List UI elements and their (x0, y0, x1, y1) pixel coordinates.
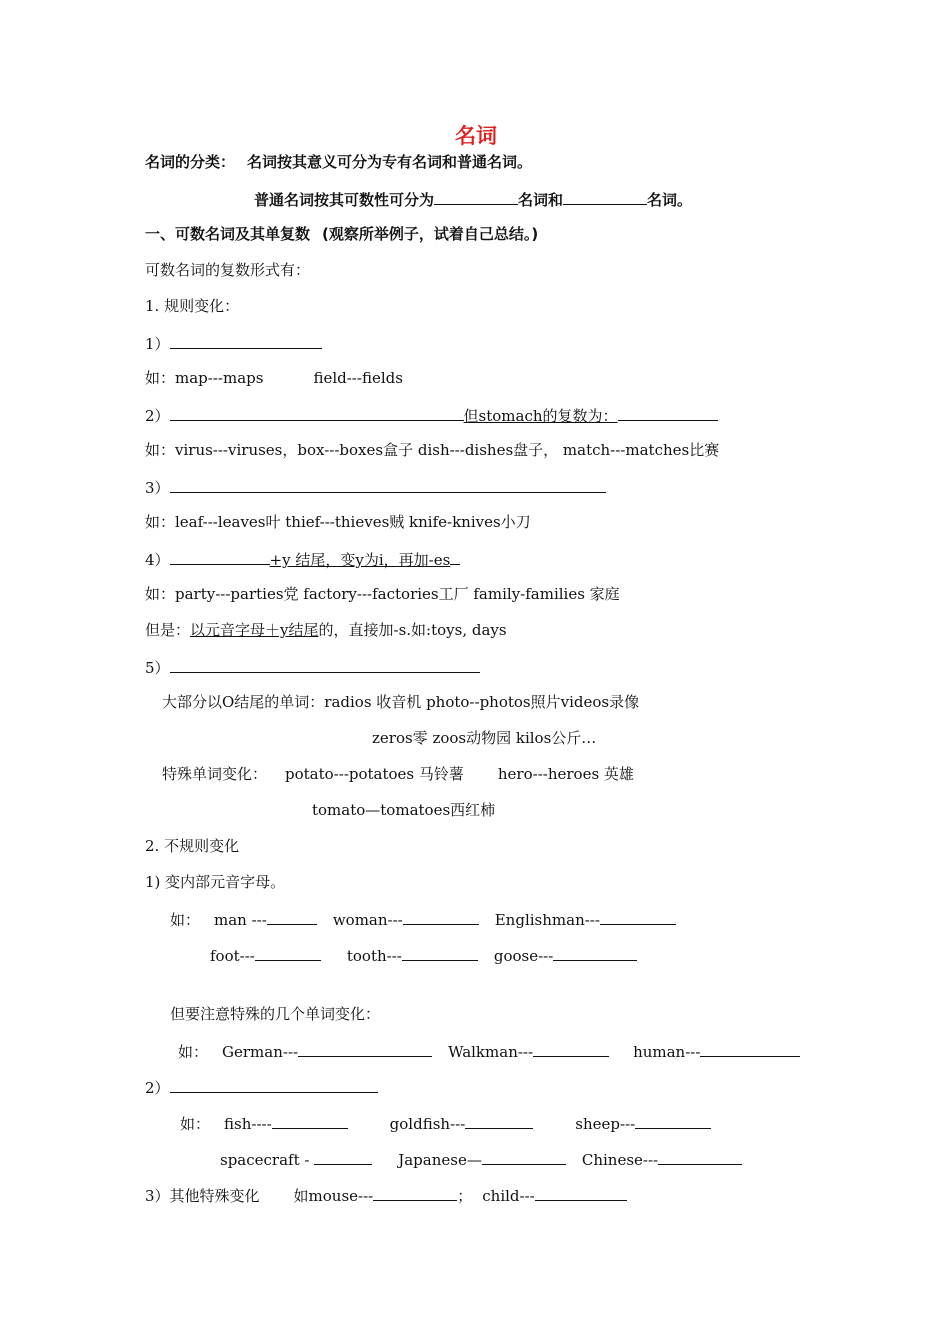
blank[interactable] (403, 908, 479, 925)
countability-line (254, 188, 692, 210)
word: foot--- (210, 947, 255, 965)
blank[interactable] (272, 1112, 348, 1129)
example-prefix: 如： (170, 911, 201, 929)
rule-2-line (145, 404, 718, 426)
word: spacecraft - (220, 1151, 315, 1169)
special-label: 特殊单词变化： (162, 765, 268, 783)
blank[interactable] (255, 944, 321, 961)
word: German--- (222, 1043, 299, 1061)
blank[interactable] (434, 188, 518, 205)
classification-text: 名词按其意义可分为专有名词和普通名词。 (247, 153, 533, 171)
rule-4-example: 如：party---parties党 factory---factories工厂 family-families 家庭 (145, 585, 620, 603)
rule-number: 2） (145, 407, 170, 425)
rule-2-example: 如：virus---viruses，box---boxes盒子 dish---dishes盘子， match---matches比赛 (145, 441, 720, 459)
blank[interactable] (170, 476, 606, 493)
vowel-change-row-1 (170, 908, 676, 930)
word: Walkman--- (448, 1043, 534, 1061)
rule-4-line (145, 548, 460, 570)
irregular-rule-3 (145, 1184, 627, 1206)
rule-1-line (145, 332, 322, 354)
classification-label: 名词的分类： (145, 153, 236, 171)
word: goose--- (493, 947, 554, 965)
special-note: 但要注意特殊的几个单词变化： (170, 1005, 381, 1023)
example-prefix: 如： (180, 1115, 211, 1133)
word: Japanese— (398, 1151, 482, 1169)
example-text: potato---potatoes 马铃薯 (285, 765, 464, 783)
countability-prefix: 普通名词按其可数性可分为 (254, 191, 435, 209)
section-one-heading (145, 224, 538, 244)
blank[interactable] (450, 548, 460, 565)
countability-suffix: 名词。 (647, 191, 693, 209)
blank[interactable] (533, 1040, 609, 1057)
same-form-row-1 (180, 1112, 711, 1134)
blank[interactable] (535, 1184, 627, 1201)
stomach-note: 但stomach的复数为： (463, 407, 618, 425)
o-ending-examples-cont: zeros零 zoos动物园 kilos公斤… (372, 729, 597, 747)
special-change-row (178, 1040, 800, 1062)
example-text: 如：map---maps (145, 369, 264, 387)
rule-number: 5） (145, 659, 170, 677)
rule-3-line (145, 476, 606, 498)
exception-rule: 以元音字母＋y结尾 (190, 621, 319, 639)
countability-middle: 名词和 (518, 191, 564, 209)
example-text: hero---heroes 英雄 (497, 765, 634, 783)
blank[interactable] (635, 1112, 711, 1129)
special-words-cont: tomato—tomatoes西红柿 (312, 801, 496, 819)
separator: ； (457, 1187, 473, 1205)
page-title: 名词 (455, 124, 497, 148)
blank[interactable] (618, 404, 718, 421)
vowel-change-row-2 (210, 944, 637, 966)
y-ending-rule: +y 结尾，变y为i，再加-es (269, 551, 451, 569)
rule-3-example: 如：leaf---leaves叶 thief---thieves贼 knife-knives小刀 (145, 513, 531, 531)
rule-4-exception (145, 620, 507, 640)
example-prefix: 如： (178, 1043, 209, 1061)
blank[interactable] (170, 1076, 378, 1093)
word: child--- (482, 1187, 535, 1205)
blank[interactable] (298, 1040, 432, 1057)
word: Chinese--- (581, 1151, 659, 1169)
blank[interactable] (170, 404, 464, 421)
blank[interactable] (170, 656, 480, 673)
plural-forms-intro: 可数名词的复数形式有： (145, 261, 311, 279)
blank[interactable] (700, 1040, 800, 1057)
same-form-row-2 (220, 1148, 742, 1170)
word: woman--- (332, 911, 403, 929)
rule-number: 1） (145, 335, 170, 353)
blank[interactable] (402, 944, 478, 961)
blank[interactable] (553, 944, 637, 961)
rule-number: 2） (145, 1079, 170, 1097)
blank[interactable] (563, 188, 647, 205)
irregular-rule-2 (145, 1076, 378, 1098)
blank[interactable] (170, 332, 322, 349)
section-heading-note: (观察所举例子，试着自己总结。) (322, 225, 539, 243)
word: human--- (633, 1043, 701, 1061)
word: Englishman--- (494, 911, 600, 929)
section-heading-text: 一、可数名词及其单复数 (145, 225, 311, 243)
word: tooth--- (346, 947, 402, 965)
irregular-rule-1: 1) 变内部元音字母。 (145, 873, 286, 891)
classification-line (145, 152, 532, 172)
rule-number: 4） (145, 551, 170, 569)
blank[interactable] (658, 1148, 742, 1165)
o-ending-examples: 大部分以O结尾的单词：radios 收音机 photo--photos照片videos录像 (162, 693, 640, 711)
word: sheep--- (575, 1115, 636, 1133)
example-text: field---fields (313, 369, 403, 387)
word: 如mouse--- (293, 1187, 374, 1205)
exception-suffix: 的，直接加-s.如:toys, days (318, 621, 507, 639)
special-words-line (162, 764, 634, 784)
rule-number: 3） (145, 479, 170, 497)
irregular-heading: 2. 不规则变化 (145, 837, 240, 855)
blank[interactable] (170, 548, 270, 565)
rule-1-example (145, 368, 403, 388)
word: man --- (214, 911, 267, 929)
blank[interactable] (314, 1148, 372, 1165)
blank[interactable] (482, 1148, 566, 1165)
word: fish---- (224, 1115, 272, 1133)
blank[interactable] (373, 1184, 457, 1201)
blank[interactable] (600, 908, 676, 925)
blank[interactable] (267, 908, 317, 925)
rule-5-line (145, 656, 480, 678)
word: goldfish--- (389, 1115, 466, 1133)
blank[interactable] (465, 1112, 533, 1129)
rule-label: 3）其他特殊变化 (145, 1187, 260, 1205)
exception-prefix: 但是： (145, 621, 191, 639)
regular-heading: 1. 规则变化： (145, 297, 240, 315)
